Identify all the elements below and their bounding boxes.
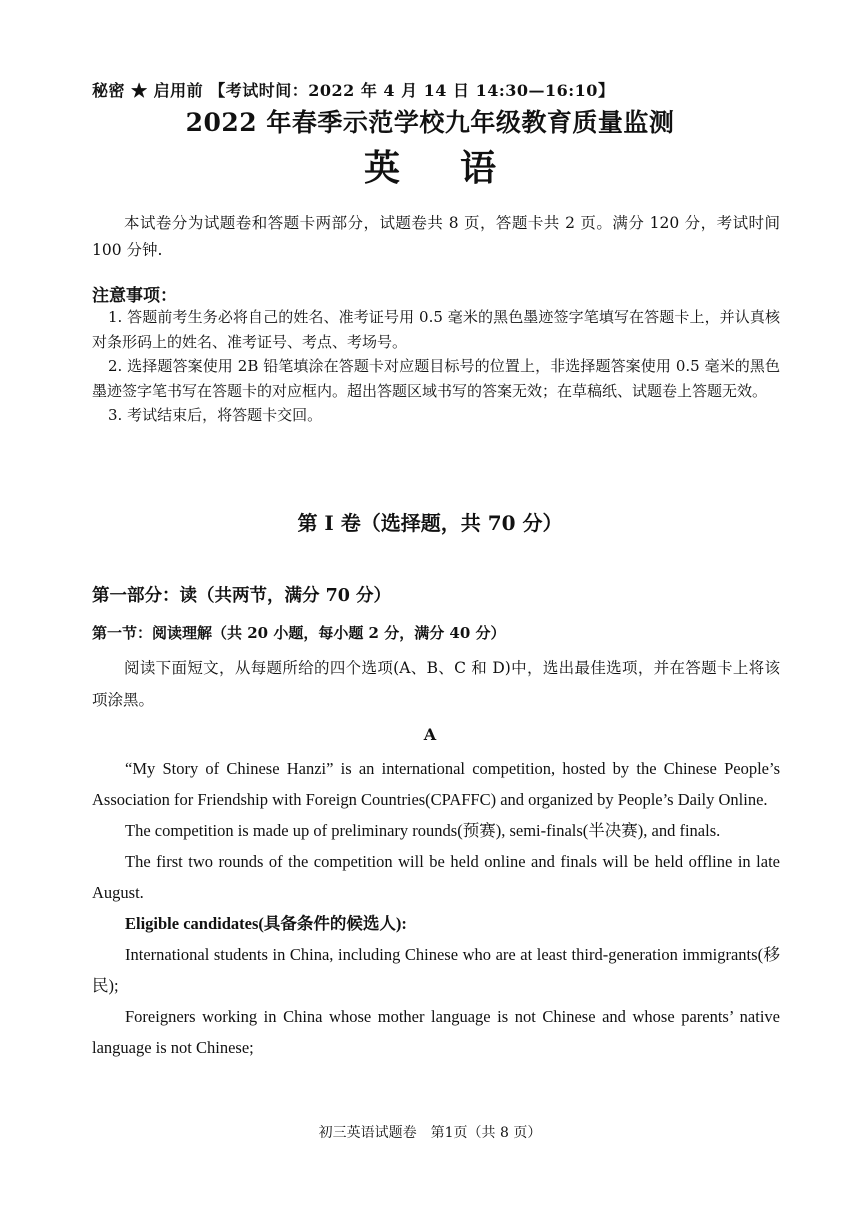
notice-item: 2. 选择题答案使用 2B 铅笔填涂在答题卡对应题目标号的位置上，非选择题答案使用 0.5 毫米的黑色墨迹签字笔书写在答题卡的对应框内。超出答题区域书写的答案无效；在草稿纸、试题卷上答题无效。 bbox=[92, 357, 780, 400]
passage-paragraph: The first two rounds of the competition will be held online and finals will be held offline in late August. bbox=[92, 852, 780, 902]
passage-paragraph: “My Story of Chinese Hanzi” is an international competition, hosted by the Chinese People’s Association for Friendship with Foreign Countries(CPAFFC) and organized by People’s Daily Online. bbox=[92, 759, 780, 809]
page-footer: 初三英语试题卷 第1页（共 8 页） bbox=[318, 1125, 542, 1141]
exam-intro: 本试卷分为试题卷和答题卡两部分，试题卷共 8 页，答题卡共 2 页。满分 120 分，考试时间 100 分钟. bbox=[92, 214, 780, 259]
reading-instructions: 阅读下面短文，从每题所给的四个选项(A、B、C 和 D)中，选出最佳选项，并在答题卡上将该项涂黑。 bbox=[92, 659, 780, 709]
part-title: 第一部分：读（共两节，满分 70 分） bbox=[92, 586, 392, 606]
notice-item: 3. 考试结束后，将答题卡交回。 bbox=[108, 406, 323, 424]
subject-title: 英语 bbox=[363, 147, 556, 189]
confidential-exam-time-line: 秘密 ★ 启用前 【考试时间：2022 年 4 月 14 日 14:30—16:10】 bbox=[92, 81, 615, 100]
exam-title: 2022 年春季示范学校九年级教育质量监测 bbox=[185, 108, 675, 137]
notice-item: 1. 答题前考生务必将自己的姓名、准考证号用 0.5 毫米的黑色墨迹签字笔填写在答题卡上，并认真核对条形码上的姓名、准考证号、考点、考场号。 bbox=[92, 308, 780, 351]
passage-paragraph: The competition is made up of preliminary rounds(预赛), semi-finals(半决赛), and finals. bbox=[125, 821, 721, 840]
passage-subheading: Eligible candidates(具备条件的候选人): bbox=[125, 914, 407, 933]
section-title: 第一节：阅读理解（共 20 小题，每小题 2 分，满分 40 分） bbox=[92, 624, 506, 642]
passage-body bbox=[92, 753, 780, 1063]
notice-heading: 注意事项： bbox=[92, 286, 177, 306]
passage-letter: A bbox=[423, 725, 437, 744]
volume-title: 第 Ⅰ 卷（选择题，共 70 分） bbox=[297, 511, 563, 535]
passage-paragraph: International students in China, including Chinese who are at least third-generation immigrants(移民); bbox=[92, 945, 780, 995]
passage-paragraph: Foreigners working in China whose mother language is not Chinese and whose parents’ native language is not Chinese; bbox=[92, 1007, 780, 1057]
notice-list bbox=[92, 305, 780, 428]
